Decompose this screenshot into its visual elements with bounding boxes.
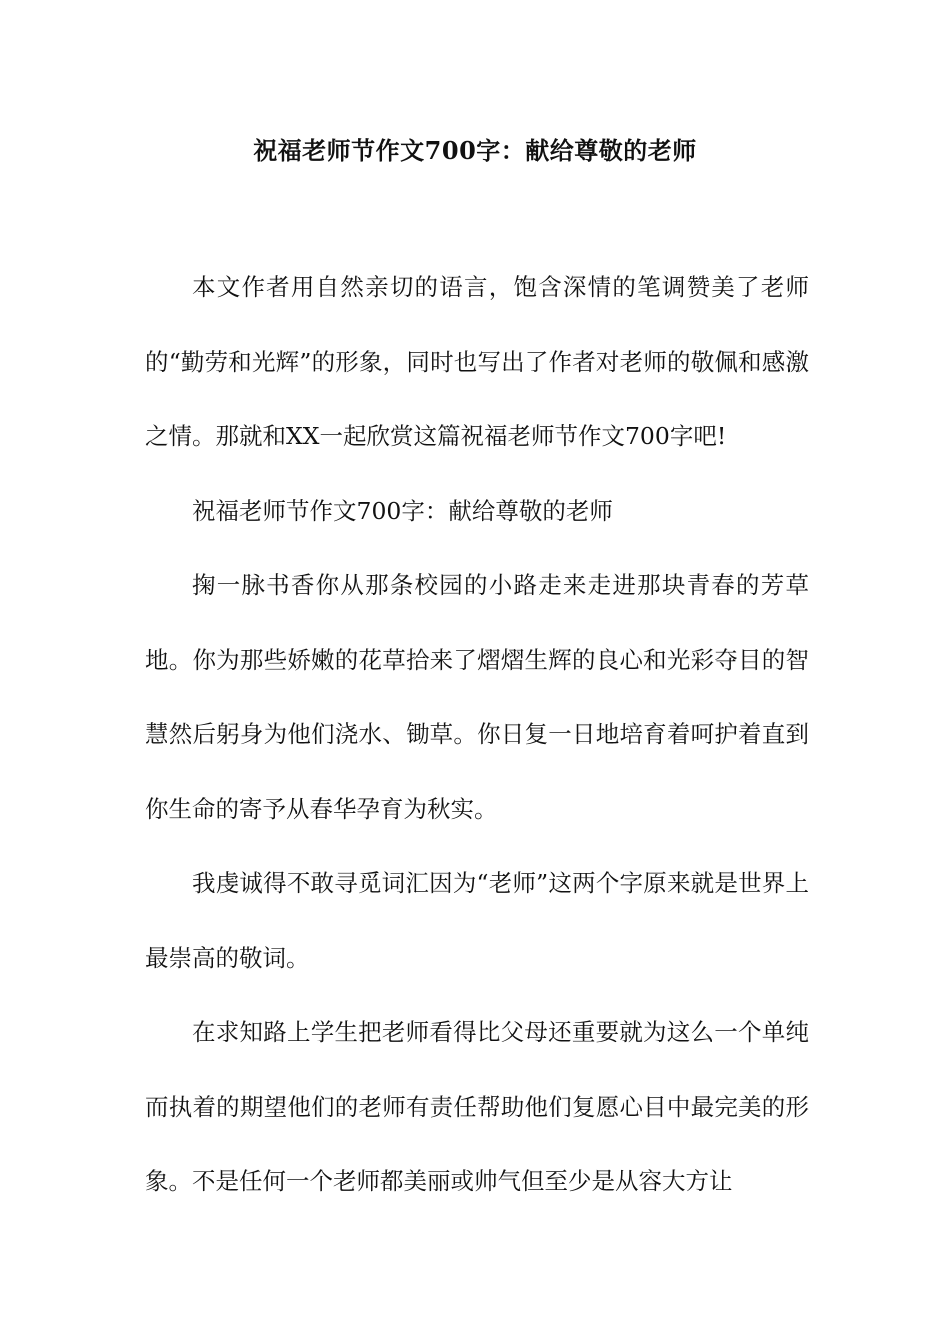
essay-paragraph-3: 在求知路上学生把老师看得比父母还重要就为这么一个单纯而执着的期望他们的老师有责任帮助他们复愿心目中最完美的形象。不是任何一个老师都美丽或帅气但至少是从容大方让 bbox=[145, 1018, 809, 1195]
essay-paragraph-2: 我虔诚得不敢寻觅词汇因为“老师”这两个字原来就是世界上最崇高的敬词。 bbox=[145, 869, 809, 972]
essay-subtitle-paragraph: 祝福老师节作文700字：献给尊敬的老师 bbox=[192, 496, 613, 525]
document-body bbox=[145, 250, 809, 1219]
intro-paragraph: 本文作者用自然亲切的语言，饱含深情的笔调赞美了老师的“勤劳和光辉”的形象，同时也写出了作者对老师的敬佩和感激之情。那就和XX一起欣赏这篇祝福老师节作文700字吧! bbox=[145, 273, 809, 450]
essay-paragraph-1: 掬一脉书香你从那条校园的小路走来走进那块青春的芳草地。你为那些娇嫩的花草拾来了熠熠生辉的良心和光彩夺目的智慧然后躬身为他们浇水、锄草。你日复一日地培育着呵护着直到你生命的寄予从春华孕育为秋实。 bbox=[145, 571, 809, 823]
document-title: 祝福老师节作文700字：献给尊敬的老师 bbox=[253, 136, 697, 165]
